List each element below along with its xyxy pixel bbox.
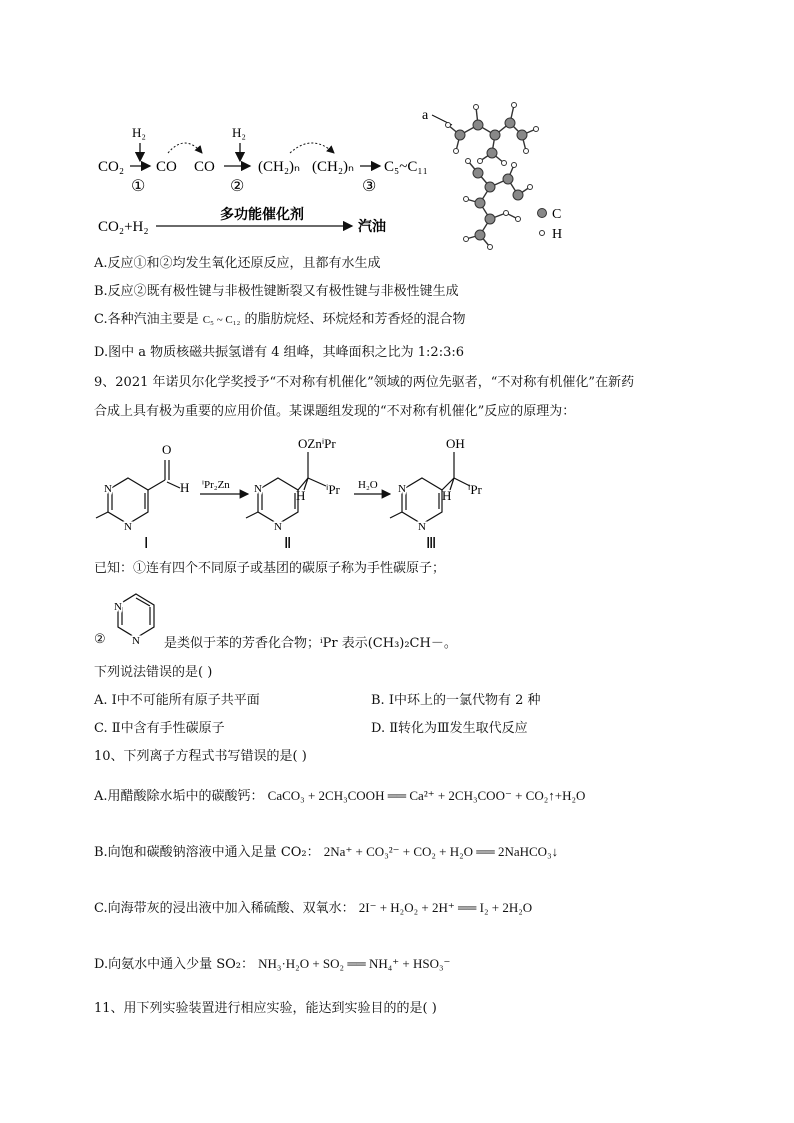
step-1-label: ① [131,178,146,195]
co-text-b: CO [194,159,215,175]
q10-option-d-text: D.向氨水中通入少量 SO₂： [94,957,254,972]
legend-hydrogen-text: H [552,227,563,242]
q10-stem: 10、下列离子方程式书写错误的是( ) [94,749,307,764]
q9-known-2-text: 是类似于苯的芳香化合物；ⁱPr 表示(CH₃)₂CH－。 [164,636,457,651]
reagent-ipr2zn: ⁱPr₂Zn [202,479,230,491]
pyrimidine-N1: N [114,601,122,613]
q9-stem-line-1: 9、2021 年诺贝尔化学奖授予“不对称有机催化”领域的两位先驱者，“不对称有机催化”在新药 [94,375,635,390]
pyrimidine-structure [112,588,162,650]
q9-known-2-num: ② [94,632,106,647]
legend-carbon-marker [538,209,547,218]
q9-prompt: 下列说法错误的是( ) [94,665,213,680]
q10-option-a-text: A.用醋酸除水垢中的碳酸钙： [94,789,264,804]
reaction-scheme-svg [90,95,690,255]
q9-known-1: 已知：①连有四个不同原子或基团的碳原子称为手性碳原子； [94,561,446,576]
molecule-a-label: a [422,108,429,123]
q9-option-a: A. Ⅰ中不可能所有原子共平面 [94,693,260,708]
catalyst-label: 多功能催化剂 [220,207,304,223]
q10-option-a [94,787,585,806]
pyrimidine-N2: N [132,635,140,647]
q10-option-b-text: B.向饱和碳酸钠溶液中通入足量 CO₂： [94,845,320,860]
q8-option-a: A.反应①和②均发生氧化还原反应，且都有水生成 [94,256,381,271]
gasoline-label: 汽油 [358,219,386,235]
q10-option-b [94,843,558,862]
label-I: Ⅰ [144,536,149,552]
q11-stem: 11、用下列实验装置进行相应实验，能达到实验目的的是( ) [94,1001,437,1016]
q9-known-2 [94,588,694,650]
h2-label-2: H₂ [232,125,246,140]
q9-stem-line-2: 合成上具有极为重要的应用价值。某课题组发现的“不对称有机催化”反应的原理为： [94,404,576,419]
compound-III-ipr: ⁱPr [468,482,482,497]
q10-option-a-equation: CaCO₃ + 2CH₃COOH ══ Ca²⁺ + 2CH₃COO⁻ + CO₂↑+H₂O [267,788,586,803]
q10-option-c-equation: 2I⁻ + H₂O₂ + 2H⁺ ══ I₂ + 2H₂O [358,900,533,915]
compound-III-N2: N [418,521,426,533]
compound-II-N2: N [274,521,282,533]
label-II: Ⅱ [284,536,292,552]
step-2-label: ② [230,178,245,195]
reagent-h2o: H₂O [358,479,378,491]
q9-reaction-scheme [90,430,610,555]
co2-text: CO₂ [98,159,125,175]
q9-option-b: B. Ⅰ中环上的一氯代物有 2 种 [371,693,541,708]
compound-III-N1: N [398,483,406,495]
compound-II-H: H [296,488,306,503]
q8-option-c-post: 的脂肪烷烃、环烷烃和芳香烃的混合物 [244,312,466,327]
compound-I-O: O [162,442,172,457]
q8-option-d: D.图中 a 物质核磁共振氢谱有 4 组峰，其峰面积之比为 1:2:3:6 [94,345,464,360]
label-III: Ⅲ [426,536,437,552]
h2-label-1: H₂ [132,125,146,140]
q10-option-c [94,899,532,918]
co-text-a: CO [156,159,177,175]
compound-II-N1: N [254,483,262,495]
ch2n-text-b: (CH₂)ₙ [312,159,355,175]
compound-II-ipr: ⁱPr [326,482,340,497]
q8-option-c [94,311,466,329]
compound-I-N2: N [124,521,132,533]
product-c5-c11: C₅~C₁₁ [384,159,428,175]
gasoline-synthesis-figure [90,95,690,255]
compound-I-N1: N [104,483,112,495]
q10-option-b-equation: 2Na⁺ + CO₃²⁻ + CO₂ + H₂O ══ 2NaHCO₃↓ [323,844,559,859]
compound-I-H: H [180,480,190,495]
compound-III-H: H [442,488,452,503]
co2-h2-text: CO₂+H₂ [98,219,149,235]
ch2n-text-a: (CH₂)ₙ [258,159,301,175]
q10-option-c-text: C.向海带灰的浸出液中加入稀硫酸、双氧水： [94,901,355,916]
legend-hydrogen-marker [540,231,545,236]
q8-option-c-range: C₅ ~ C₁₂ [202,314,241,326]
compound-III-OH: OH [446,436,465,451]
q8-option-b: B.反应②既有极性键与非极性键断裂又有极性键与非极性键生成 [94,284,459,299]
q9-option-c: C. Ⅱ中含有手性碳原子 [94,721,225,736]
compound-II-ozn: OZnⁱPr [298,436,336,451]
legend-carbon-text: C [552,207,562,222]
step-3-label: ③ [362,178,377,195]
q10-option-d [94,955,450,974]
q8-option-c-pre: C.各种汽油主要是 [94,312,199,327]
q10-option-d-equation: NH₃·H₂O + SO₂ ══ NH₄⁺ + HSO₃⁻ [258,956,451,971]
q9-option-d: D. Ⅱ转化为Ⅲ发生取代反应 [371,721,528,736]
